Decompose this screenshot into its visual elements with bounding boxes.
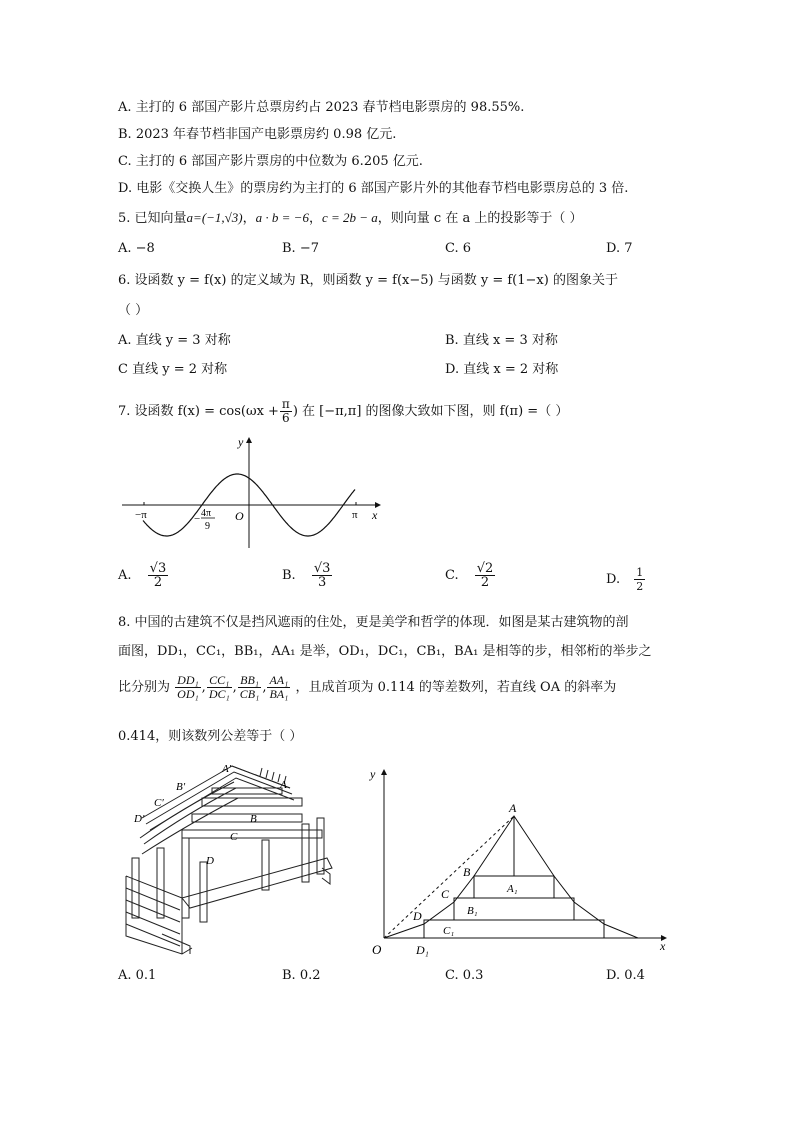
mark-den: 9	[205, 521, 210, 532]
q8-frac-3-den: CB₁	[239, 687, 260, 701]
q7-option-d	[606, 566, 646, 593]
pi-label: π	[352, 509, 358, 521]
q6-option-b: B. 直线 x = 3 对称	[445, 333, 558, 348]
q8-option-b: B. 0.2	[282, 968, 321, 983]
q7-option-a-den: 2	[153, 575, 163, 590]
stat-option-b: B. 2023 年春节档非国产电影票房约 0.98 亿元.	[118, 127, 397, 142]
question-8-line4: 0.414，则该数列公差等于（ ）	[118, 729, 303, 744]
q8-frac-2-den: DC₁	[208, 687, 230, 701]
q7-option-a-num: √3	[149, 561, 167, 576]
q7-frac-den: 6	[282, 411, 290, 425]
mark-sign: −	[194, 513, 201, 525]
q7-option-d-num: 1	[636, 566, 644, 579]
cosine-graph	[118, 432, 388, 562]
q8-frac-1-den: OD₁	[177, 687, 199, 701]
question-6-paren: （ ）	[118, 303, 149, 318]
q7-option-c-label: C.	[445, 568, 459, 583]
origin-label: O	[235, 509, 244, 523]
x-axis-label: x	[372, 508, 378, 522]
q8-frac-4	[267, 674, 290, 701]
cross-section-diagram	[366, 760, 676, 960]
q5-c-expression: c = 2b − a	[321, 210, 378, 225]
q7-prefix: 7. 设函数 f(x) = cos(ωx +	[118, 404, 279, 419]
stat-option-a: A. 主打的 6 部国产影片总票房约占 2023 春节档电影票房的 98.55%.	[118, 100, 525, 115]
question-8-line2: 面图，DD₁，CC₁，BB₁，AA₁ 是举，OD₁，DC₁，CB₁，BA₁ 是相等的步，相邻桁的举步之	[118, 644, 652, 659]
building-label-a: A	[280, 779, 287, 791]
building-label-b-prime: B′	[176, 781, 186, 793]
q8-frac-2-num: CC₁	[207, 674, 232, 688]
q7-option-d-den: 2	[636, 580, 644, 593]
q5-dot-product: a · b = −6	[255, 210, 309, 225]
q8-frac-1-num: DD₁	[177, 673, 199, 687]
q7-option-b-label: B.	[282, 568, 296, 583]
mark-num: 4π	[201, 508, 212, 519]
q7-option-a-label: A.	[118, 568, 132, 583]
q6-option-a: A. 直线 y = 3 对称	[118, 333, 231, 348]
question-5-stem	[118, 209, 583, 228]
q5-prefix: 5. 已知向量	[118, 211, 187, 226]
q7-pi-over-6	[280, 398, 292, 425]
q7-option-d-label: D.	[606, 572, 621, 587]
q8-frac-4-den: BA₁	[269, 687, 289, 701]
section-c-label: C	[441, 887, 450, 901]
section-b-label: B	[463, 865, 471, 879]
q8-frac-2	[207, 674, 232, 701]
q8-frac-4-num: AA₁	[269, 673, 289, 687]
q7-option-a-value	[148, 562, 169, 589]
section-o-label: O	[372, 942, 382, 957]
building-label-c-prime: C′	[154, 797, 164, 809]
stat-option-d: D. 电影《交换人生》的票房约为主打的 6 部国产影片外的其他春节档电影票房总的 3 倍.	[118, 181, 629, 196]
q7-frac-num: π	[281, 397, 290, 411]
section-a1-label: A₁	[507, 883, 518, 895]
building-label-c: C	[230, 831, 238, 843]
q7-option-c	[445, 562, 496, 589]
q6-option-c: C 直线 y = 2 对称	[118, 362, 228, 377]
y-axis-label: y	[238, 435, 244, 449]
q8-line3-suffix: ，且成首项为 0.114 的等差数列，若直线 OA 的斜率为	[295, 680, 617, 695]
question-6-stem: 6. 设函数 y = f(x) 的定义域为 R，则函数 y = f(x−5) 与函数 y = f(1−x) 的图象关于	[118, 273, 618, 288]
q5-vector-a: a	[186, 210, 194, 225]
q7-suffix: ) 在 [−π,π] 的图像大致如下图，则 f(π) =（ ）	[292, 404, 569, 419]
building-label-a-prime: A′	[222, 763, 232, 775]
stat-option-c: C. 主打的 6 部国产影片票房的中位数为 6.205 亿元.	[118, 154, 423, 169]
question-7-stem	[118, 398, 568, 425]
q7-option-b-den: 3	[317, 575, 327, 590]
q6-option-d: D. 直线 x = 2 对称	[445, 362, 559, 377]
question-8-line3: 比分别为 $\frac{\text{DD₁}}{\text{OD₁}}$ , $\frac{\text{CC₁}}{\text{DC₁}}$ , $\frac{\text{BB₁}}{\text{CB₁}}$ , $\frac{\text{AA₁}}{\text{BA₁}}$ ，且成首项为 0.114 的等差数列，若直线 OA 的斜率为	[118, 673, 617, 701]
q5-sep1: ，	[242, 211, 256, 226]
q7-option-b-value	[312, 562, 333, 589]
section-c1-label: C₁	[443, 925, 455, 937]
q7-option-c-value	[475, 562, 496, 589]
q5-option-d: D. 7	[606, 241, 633, 256]
q5-option-a: A. −8	[118, 241, 155, 256]
neg-pi-label: −π	[135, 509, 147, 521]
q7-option-c-den: 2	[480, 575, 490, 590]
section-d-label: D	[413, 909, 422, 923]
building-label-d: D	[206, 855, 214, 867]
q5-sep2: ，	[308, 211, 322, 226]
section-a-label: A	[509, 801, 517, 815]
q8-option-d: D. 0.4	[606, 968, 645, 983]
q5-option-b: B. −7	[282, 241, 319, 256]
q5-suffix: ，则向量 c 在 a 上的投影等于（ ）	[377, 211, 583, 226]
q8-line3-prefix: 比分别为	[118, 680, 171, 695]
q5-option-c: C. 6	[445, 241, 472, 256]
q7-option-d-value	[634, 566, 645, 593]
section-b1-label: B₁	[467, 905, 478, 917]
building-label-b: B	[250, 813, 257, 825]
section-d1-label: D₁	[416, 943, 429, 957]
q8-option-a: A. 0.1	[118, 968, 157, 983]
building-label-d-prime: D′	[134, 813, 145, 825]
q8-frac-3	[238, 674, 262, 701]
ancient-building-illustration	[122, 758, 352, 958]
q8-option-c: C. 0.3	[445, 968, 484, 983]
q5-a-value: =(−1,√3)	[193, 210, 243, 225]
q8-frac-1	[175, 674, 201, 701]
section-x-label: x	[660, 939, 666, 953]
q8-frac-3-num: BB₁	[238, 674, 262, 688]
q7-option-a	[118, 562, 169, 589]
q7-option-b-num: √3	[313, 561, 331, 576]
q7-option-b	[282, 562, 333, 589]
question-8-line1: 8. 中国的古建筑不仅是挡风遮雨的住处，更是美学和哲学的体现．如图是某古建筑物的剖	[118, 615, 629, 630]
q7-option-c-num: √2	[476, 561, 494, 576]
section-y-label: y	[370, 767, 376, 781]
